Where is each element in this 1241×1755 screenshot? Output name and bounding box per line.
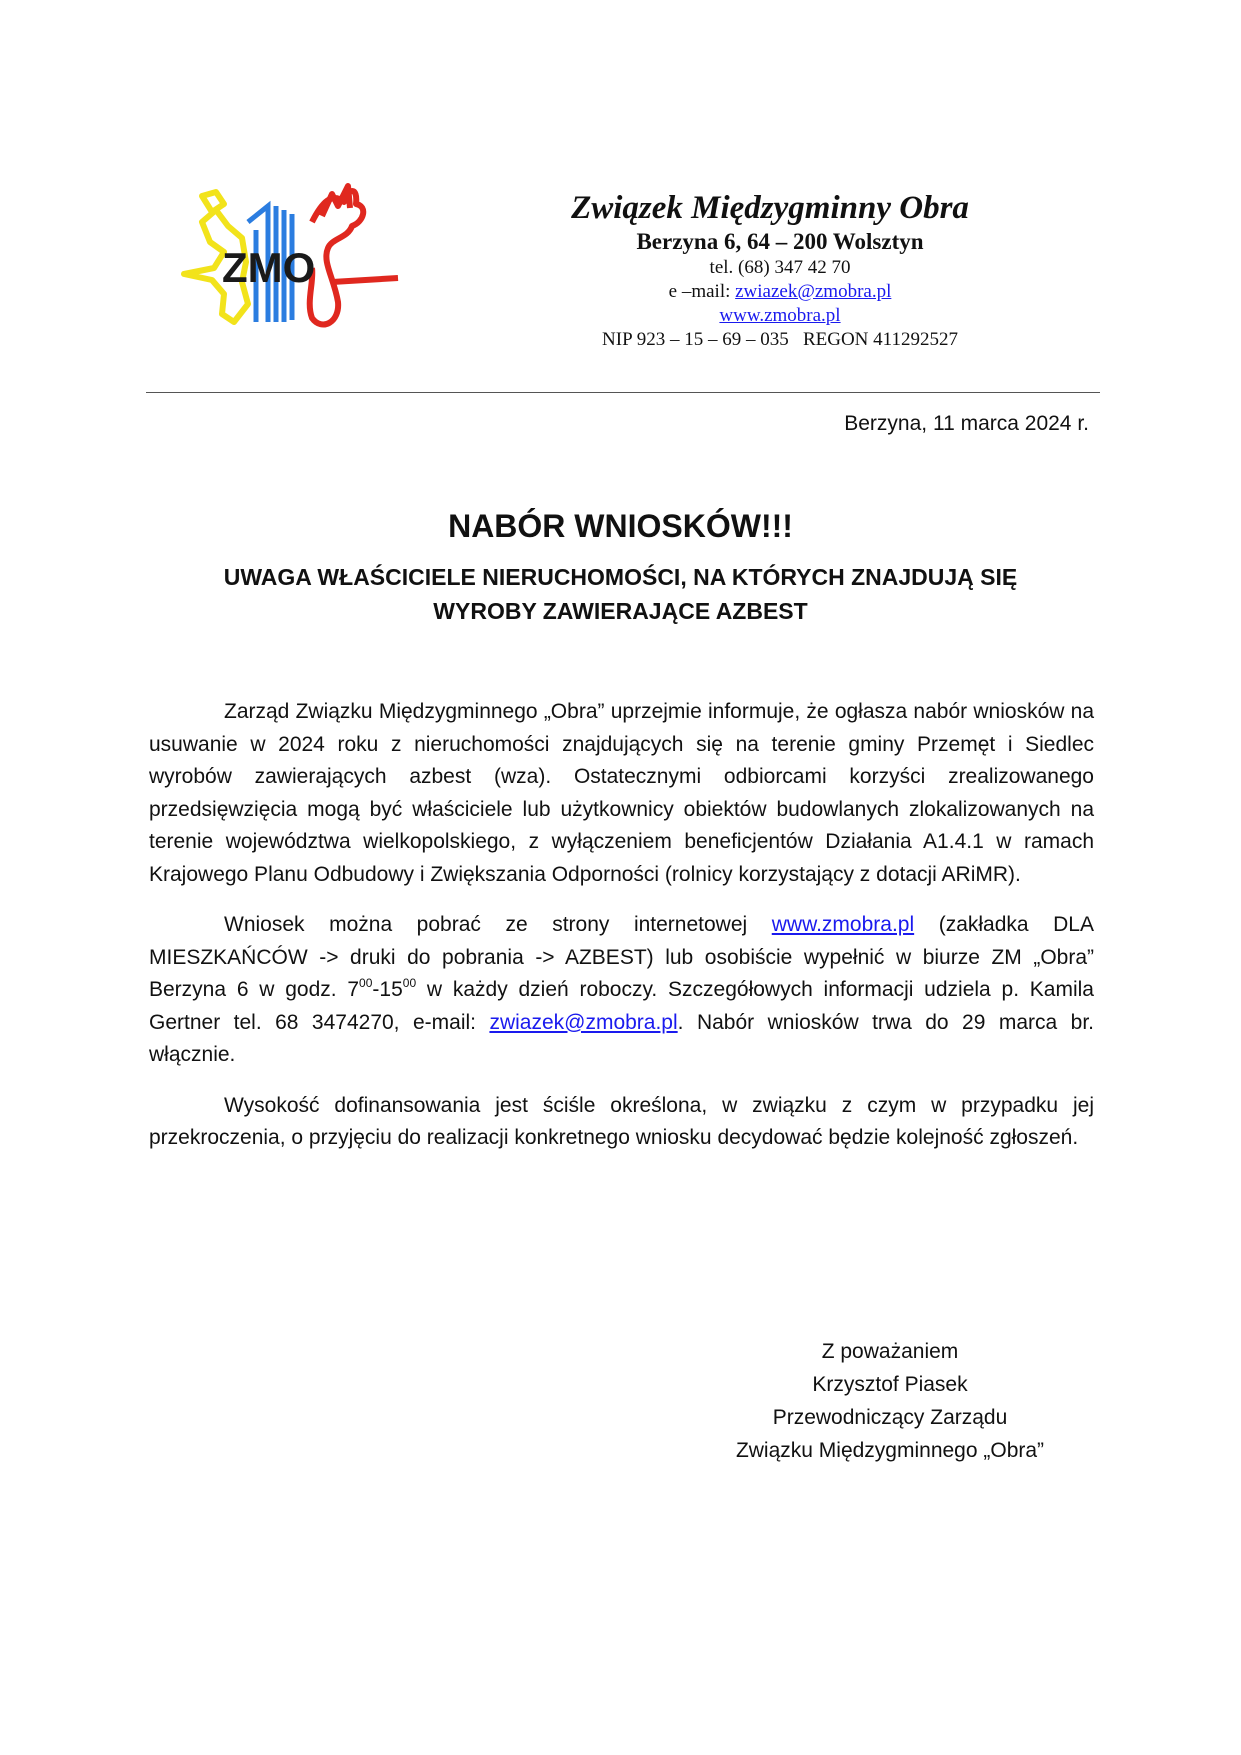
org-email-line	[560, 280, 1000, 304]
logo-letters: ZMO	[222, 244, 316, 291]
zmo-logo	[172, 182, 407, 347]
p2-text-1: Wniosek można pobrać ze strony internetowej	[224, 913, 772, 936]
p2-text-2: (zakładka DLA MIESZKAŃCÓW -> druki do pobrania -> AZBEST) lub osobiście wypełnić w biurze ZM „Obra” Berzyna 6 w godz. 7	[149, 913, 1094, 1001]
letter-date: Berzyna, 11 marca 2024 r.	[844, 412, 1089, 435]
signature-greeting: Z poważaniem	[821, 1340, 959, 1363]
website-link-body[interactable]: www.zmobra.pl	[771, 913, 915, 936]
letterhead	[540, 188, 1000, 352]
hour-sup-2: 00	[402, 976, 417, 990]
signature-name: Krzysztof Piasek	[812, 1373, 968, 1396]
org-phone: tel. (68) 347 42 70	[709, 257, 851, 278]
p2-dash: -15	[372, 978, 403, 1001]
signature-org: Związku Międzygminnego „Obra”	[735, 1439, 1045, 1462]
paragraph-1: Zarząd Związku Międzygminnego „Obra” uprzejmie informuje, że ogłasza nabór wniosków na usuwanie w 2024 roku z nieruchomości znajdujących się na terenie gminy Przemęt i Siedlec wyrobów zawierających azbest (wza). Ostatecznymi odbiorcami korzyści zrealizowanego przedsięwzięcia mogą być właściciele lub użytkownicy obiektów budowlanych zlokalizowanych na terenie województwa wielkopolskiego, z wyłączeniem beneficjentów Działania A1.4.1 w ramach Krajowego Planu Odbudowy i Zwiększania Odporności (rolnicy korzystający z dotacji ARiMR).	[149, 700, 1094, 886]
paragraph-2	[149, 909, 1094, 1072]
p2-text-4: . Nabór wniosków trwa do 29 marca br. włącznie.	[149, 1010, 1094, 1066]
subtitle-line-1: UWAGA WŁAŚCICIELE NIERUCHOMOŚCI, NA KTÓRYCH ZNAJDUJĄ SIĘ	[223, 564, 1018, 590]
org-ids: NIP 923 – 15 – 69 – 035 REGON 411292527	[602, 329, 958, 350]
email-link-body[interactable]: zwiazek@zmobra.pl	[489, 1010, 678, 1034]
org-website-line	[560, 304, 1000, 328]
p2-text-3: w każdy dzień roboczy. Szczegółowych informacji udziela p. Kamila Gertner tel. 68 3474270, e-mail:	[149, 978, 1094, 1034]
subtitle-line-2: WYROBY ZAWIERAJĄCE AZBEST	[433, 598, 808, 624]
signature-role: Przewodniczący Zarządu	[772, 1406, 1008, 1429]
hour-sup-1: 00	[359, 976, 373, 990]
page-title: NABÓR WNIOSKÓW!!!	[448, 508, 793, 544]
letter-body	[149, 696, 1094, 1173]
org-address: Berzyna 6, 64 – 200 Wolsztyn	[636, 229, 924, 254]
subtitle	[150, 560, 1091, 628]
email-label: e –mail:	[668, 281, 736, 302]
paragraph-3: Wysokość dofinansowania jest ściśle określona, w związku z czym w przypadku jej przekroczenia, o przyjęciu do realizacji konkretnego wniosku decydować będzie kolejność zgłoszeń.	[149, 1093, 1094, 1149]
header-divider	[146, 392, 1100, 393]
email-link[interactable]: zwiazek@zmobra.pl	[735, 281, 892, 302]
logo-red-shape	[310, 186, 398, 325]
org-name: Związek Międzygminny Obra	[571, 190, 969, 226]
website-link[interactable]: www.zmobra.pl	[719, 305, 841, 326]
signature-block	[700, 1335, 1080, 1467]
